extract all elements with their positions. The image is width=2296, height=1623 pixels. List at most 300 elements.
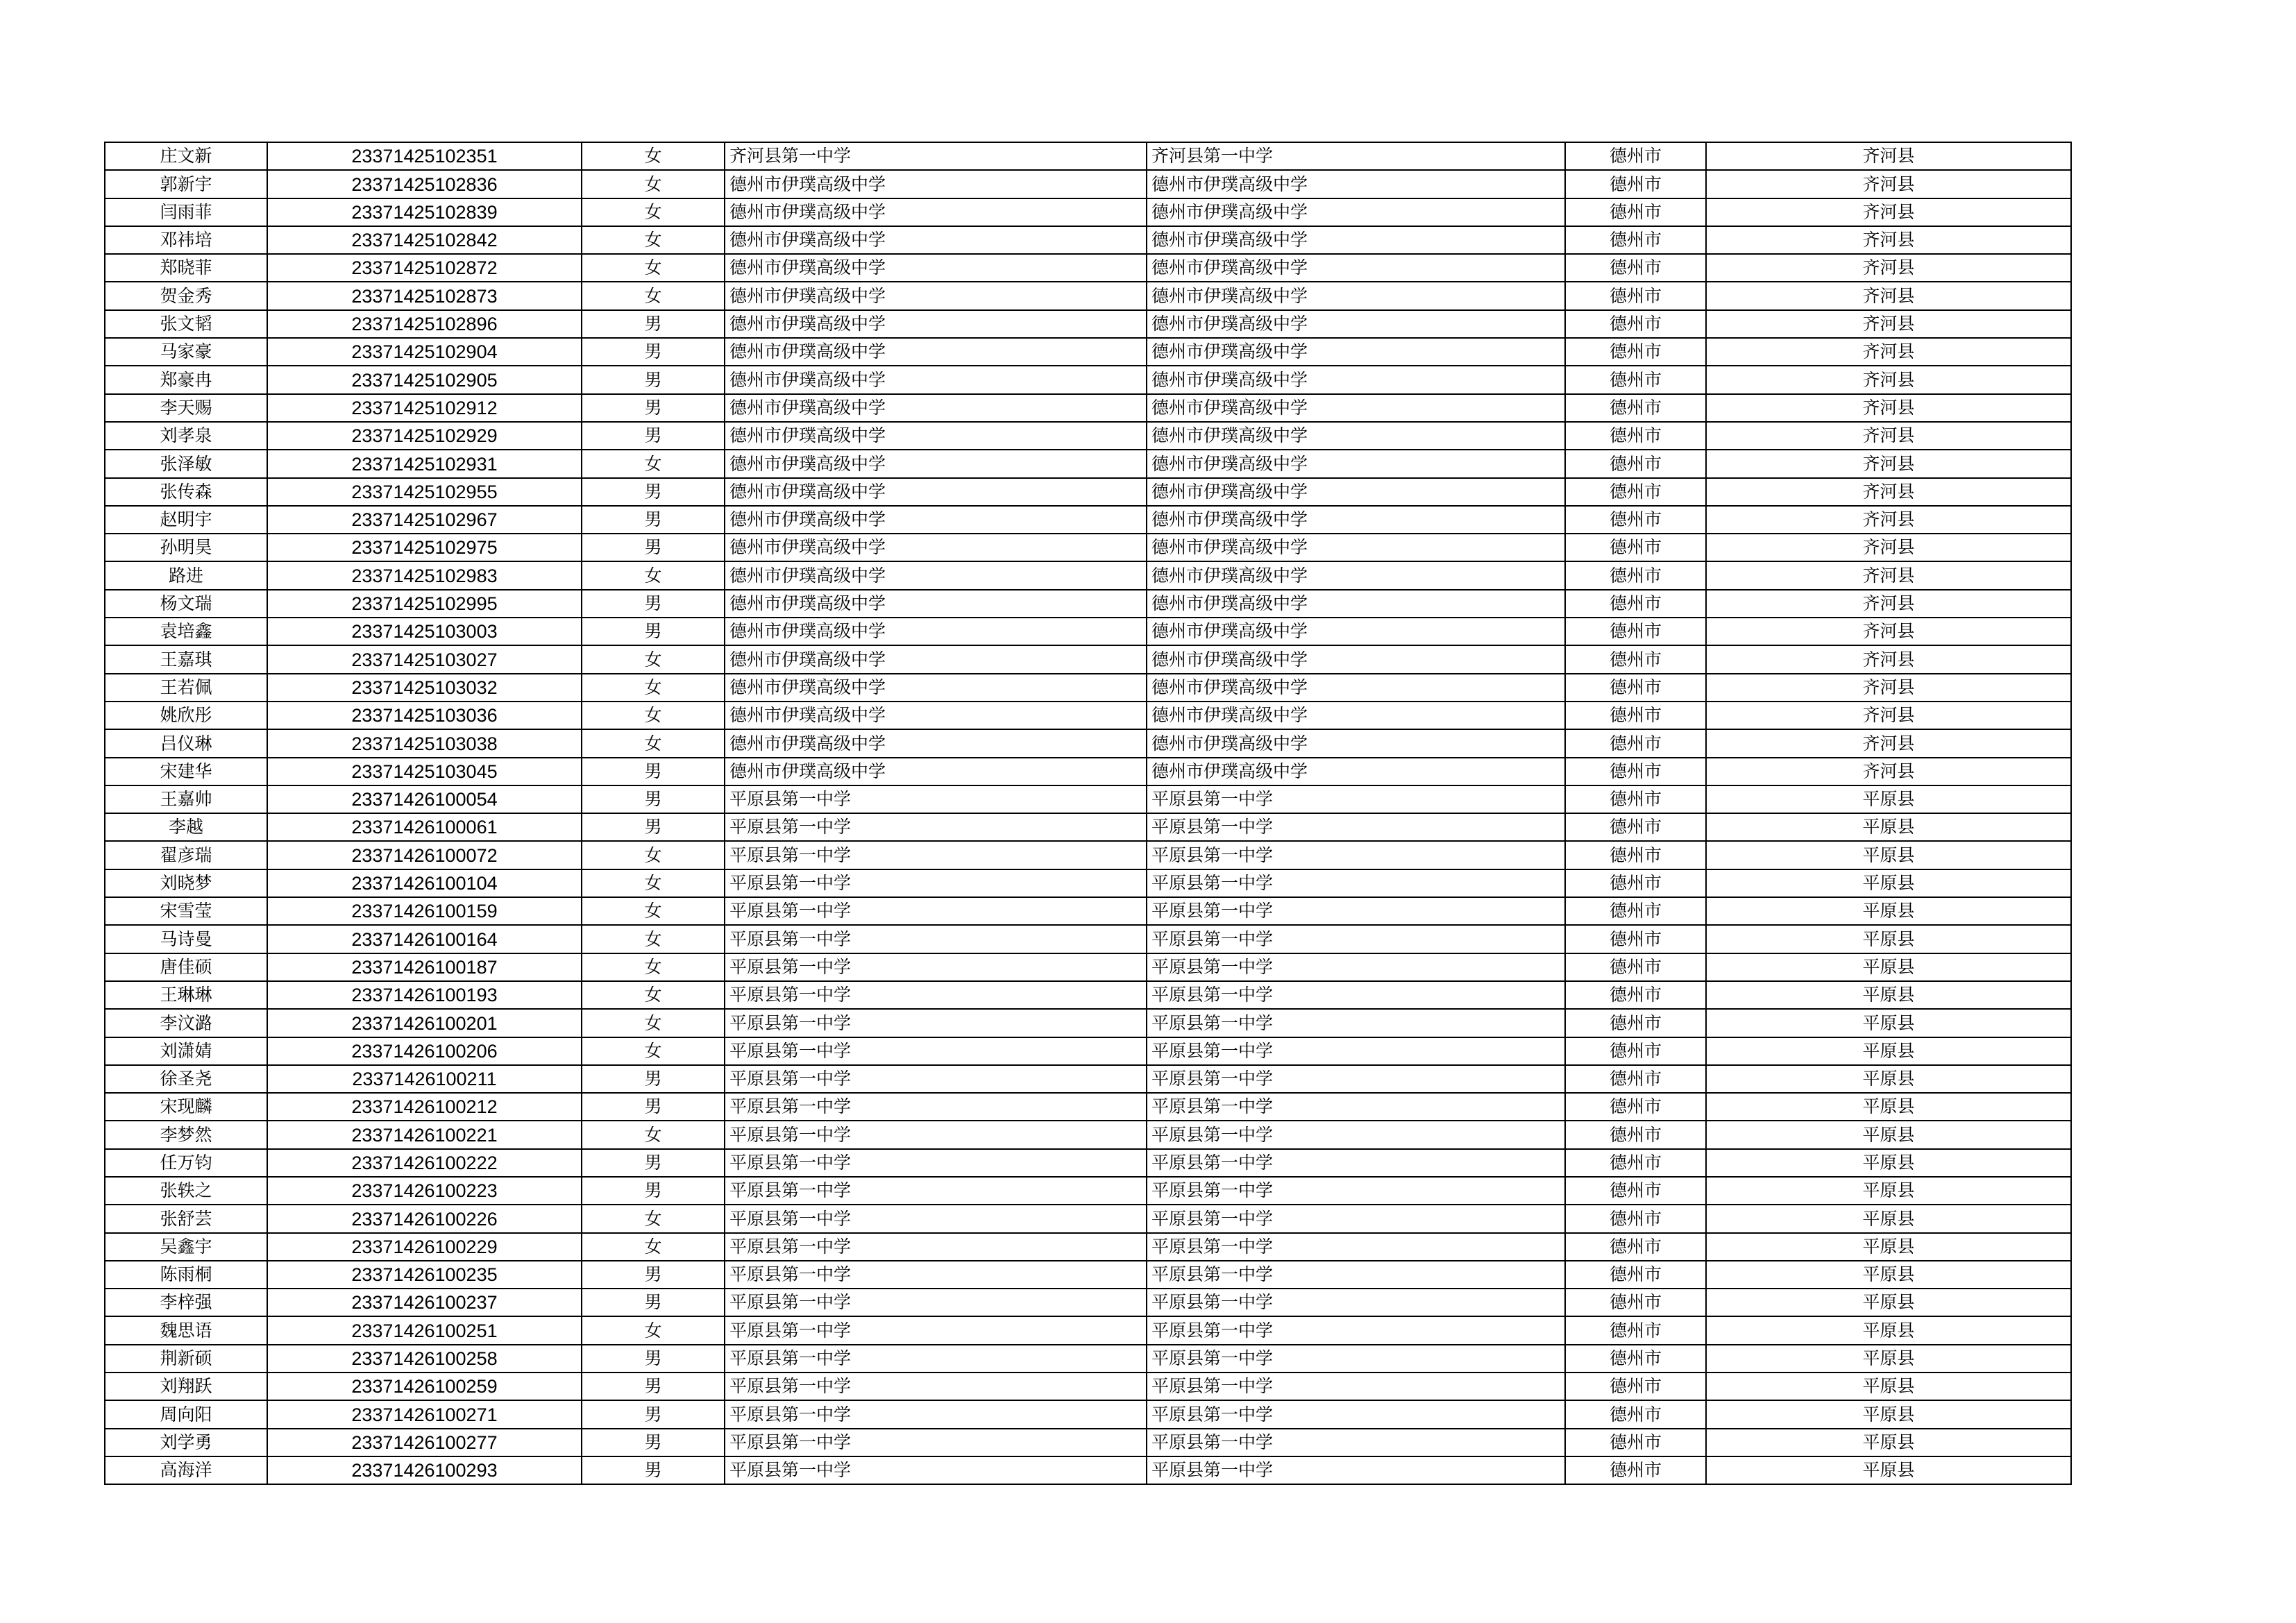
city-cell: 德州市 xyxy=(1565,981,1706,1009)
county-cell: 平原县 xyxy=(1706,1316,2071,1344)
school-cell: 平原县第一中学 xyxy=(725,869,1147,897)
table-row xyxy=(105,925,2071,953)
school-cell: 平原县第一中学 xyxy=(725,953,1147,981)
name-cell: 刘学勇 xyxy=(105,1429,267,1456)
city-cell: 德州市 xyxy=(1565,1316,1706,1344)
exam-number-cell: 23371425102912 xyxy=(267,394,582,422)
enroll-school-cell: 平原县第一中学 xyxy=(1147,953,1565,981)
enroll-school-cell: 德州市伊璞高级中学 xyxy=(1147,422,1565,450)
gender-cell: 女 xyxy=(582,561,725,589)
city-cell: 德州市 xyxy=(1565,254,1706,282)
enroll-school-cell: 德州市伊璞高级中学 xyxy=(1147,729,1565,757)
name-cell: 李越 xyxy=(105,813,267,841)
enroll-school-cell: 平原县第一中学 xyxy=(1147,1037,1565,1065)
exam-number-cell: 23371426100212 xyxy=(267,1093,582,1121)
table-row xyxy=(105,981,2071,1009)
enroll-school-cell: 德州市伊璞高级中学 xyxy=(1147,645,1565,673)
name-cell: 宋现麟 xyxy=(105,1093,267,1121)
name-cell: 邓祎培 xyxy=(105,226,267,254)
county-cell: 平原县 xyxy=(1706,1345,2071,1373)
county-cell: 齐河县 xyxy=(1706,254,2071,282)
school-cell: 平原县第一中学 xyxy=(725,925,1147,953)
table-row xyxy=(105,1429,2071,1456)
city-cell: 德州市 xyxy=(1565,953,1706,981)
school-cell: 平原县第一中学 xyxy=(725,1065,1147,1093)
exam-number-cell: 23371426100251 xyxy=(267,1316,582,1344)
enroll-school-cell: 德州市伊璞高级中学 xyxy=(1147,198,1565,226)
city-cell: 德州市 xyxy=(1565,170,1706,198)
enroll-school-cell: 德州市伊璞高级中学 xyxy=(1147,758,1565,785)
county-cell: 平原县 xyxy=(1706,1261,2071,1289)
school-cell: 平原县第一中学 xyxy=(725,785,1147,813)
county-cell: 齐河县 xyxy=(1706,366,2071,393)
school-cell: 德州市伊璞高级中学 xyxy=(725,561,1147,589)
name-cell: 张泽敏 xyxy=(105,450,267,477)
school-cell: 平原县第一中学 xyxy=(725,813,1147,841)
table-row xyxy=(105,1093,2071,1121)
exam-number-cell: 23371425103038 xyxy=(267,729,582,757)
county-cell: 平原县 xyxy=(1706,1065,2071,1093)
gender-cell: 女 xyxy=(582,170,725,198)
name-cell: 刘潇婧 xyxy=(105,1037,267,1065)
exam-number-cell: 23371426100229 xyxy=(267,1233,582,1261)
enroll-school-cell: 平原县第一中学 xyxy=(1147,1316,1565,1344)
name-cell: 李梦然 xyxy=(105,1121,267,1148)
city-cell: 德州市 xyxy=(1565,394,1706,422)
name-cell: 杨文瑞 xyxy=(105,590,267,618)
gender-cell: 女 xyxy=(582,981,725,1009)
table-row xyxy=(105,1009,2071,1037)
table-row xyxy=(105,310,2071,338)
county-cell: 齐河县 xyxy=(1706,142,2071,170)
name-cell: 马家豪 xyxy=(105,338,267,366)
gender-cell: 女 xyxy=(582,925,725,953)
roster-body xyxy=(105,142,2071,1484)
school-cell: 平原县第一中学 xyxy=(725,1149,1147,1177)
city-cell: 德州市 xyxy=(1565,645,1706,673)
gender-cell: 女 xyxy=(582,142,725,170)
city-cell: 德州市 xyxy=(1565,450,1706,477)
enroll-school-cell: 德州市伊璞高级中学 xyxy=(1147,702,1565,729)
enroll-school-cell: 平原县第一中学 xyxy=(1147,1205,1565,1232)
table-row xyxy=(105,813,2071,841)
enroll-school-cell: 平原县第一中学 xyxy=(1147,1373,1565,1400)
county-cell: 平原县 xyxy=(1706,1429,2071,1456)
enroll-school-cell: 平原县第一中学 xyxy=(1147,981,1565,1009)
name-cell: 郑豪冉 xyxy=(105,366,267,393)
city-cell: 德州市 xyxy=(1565,1400,1706,1428)
table-row xyxy=(105,1345,2071,1373)
school-cell: 平原县第一中学 xyxy=(725,1205,1147,1232)
exam-number-cell: 23371425102842 xyxy=(267,226,582,254)
city-cell: 德州市 xyxy=(1565,1456,1706,1484)
gender-cell: 女 xyxy=(582,1316,725,1344)
enroll-school-cell: 德州市伊璞高级中学 xyxy=(1147,561,1565,589)
county-cell: 平原县 xyxy=(1706,869,2071,897)
table-row xyxy=(105,1037,2071,1065)
county-cell: 平原县 xyxy=(1706,1093,2071,1121)
gender-cell: 男 xyxy=(582,1289,725,1316)
name-cell: 唐佳硕 xyxy=(105,953,267,981)
exam-number-cell: 23371425102872 xyxy=(267,254,582,282)
gender-cell: 男 xyxy=(582,506,725,534)
county-cell: 齐河县 xyxy=(1706,478,2071,506)
county-cell: 齐河县 xyxy=(1706,618,2071,645)
enroll-school-cell: 平原县第一中学 xyxy=(1147,1233,1565,1261)
table-row xyxy=(105,785,2071,813)
city-cell: 德州市 xyxy=(1565,422,1706,450)
table-row xyxy=(105,590,2071,618)
exam-number-cell: 23371426100211 xyxy=(267,1065,582,1093)
school-cell: 平原县第一中学 xyxy=(725,1093,1147,1121)
enroll-school-cell: 平原县第一中学 xyxy=(1147,1121,1565,1148)
table-row xyxy=(105,1121,2071,1148)
city-cell: 德州市 xyxy=(1565,674,1706,702)
gender-cell: 女 xyxy=(582,254,725,282)
school-cell: 平原县第一中学 xyxy=(725,1316,1147,1344)
county-cell: 齐河县 xyxy=(1706,198,2071,226)
name-cell: 郑晓菲 xyxy=(105,254,267,282)
gender-cell: 男 xyxy=(582,1177,725,1205)
county-cell: 齐河县 xyxy=(1706,226,2071,254)
gender-cell: 女 xyxy=(582,226,725,254)
exam-number-cell: 23371425102929 xyxy=(267,422,582,450)
name-cell: 徐圣尧 xyxy=(105,1065,267,1093)
city-cell: 德州市 xyxy=(1565,1149,1706,1177)
school-cell: 平原县第一中学 xyxy=(725,1121,1147,1148)
city-cell: 德州市 xyxy=(1565,561,1706,589)
gender-cell: 女 xyxy=(582,841,725,869)
school-cell: 德州市伊璞高级中学 xyxy=(725,254,1147,282)
county-cell: 平原县 xyxy=(1706,953,2071,981)
table-row xyxy=(105,618,2071,645)
city-cell: 德州市 xyxy=(1565,897,1706,925)
exam-number-cell: 23371425103027 xyxy=(267,645,582,673)
school-cell: 平原县第一中学 xyxy=(725,1233,1147,1261)
gender-cell: 男 xyxy=(582,1456,725,1484)
city-cell: 德州市 xyxy=(1565,310,1706,338)
city-cell: 德州市 xyxy=(1565,590,1706,618)
exam-number-cell: 23371425102896 xyxy=(267,310,582,338)
name-cell: 郭新宇 xyxy=(105,170,267,198)
school-cell: 平原县第一中学 xyxy=(725,1037,1147,1065)
school-cell: 德州市伊璞高级中学 xyxy=(725,674,1147,702)
name-cell: 刘孝泉 xyxy=(105,422,267,450)
enroll-school-cell: 平原县第一中学 xyxy=(1147,1345,1565,1373)
table-row xyxy=(105,1316,2071,1344)
exam-number-cell: 23371426100293 xyxy=(267,1456,582,1484)
county-cell: 平原县 xyxy=(1706,1373,2071,1400)
enroll-school-cell: 平原县第一中学 xyxy=(1147,1093,1565,1121)
name-cell: 张轶之 xyxy=(105,1177,267,1205)
exam-number-cell: 23371425102995 xyxy=(267,590,582,618)
county-cell: 平原县 xyxy=(1706,1289,2071,1316)
city-cell: 德州市 xyxy=(1565,1233,1706,1261)
enroll-school-cell: 平原县第一中学 xyxy=(1147,897,1565,925)
exam-number-cell: 23371425102975 xyxy=(267,534,582,561)
enroll-school-cell: 齐河县第一中学 xyxy=(1147,142,1565,170)
school-cell: 平原县第一中学 xyxy=(725,1009,1147,1037)
county-cell: 齐河县 xyxy=(1706,506,2071,534)
gender-cell: 女 xyxy=(582,198,725,226)
name-cell: 吴鑫宇 xyxy=(105,1233,267,1261)
school-cell: 德州市伊璞高级中学 xyxy=(725,198,1147,226)
enroll-school-cell: 德州市伊璞高级中学 xyxy=(1147,618,1565,645)
table-row xyxy=(105,1205,2071,1232)
school-cell: 平原县第一中学 xyxy=(725,1289,1147,1316)
city-cell: 德州市 xyxy=(1565,841,1706,869)
county-cell: 齐河县 xyxy=(1706,170,2071,198)
gender-cell: 女 xyxy=(582,729,725,757)
name-cell: 宋雪莹 xyxy=(105,897,267,925)
county-cell: 平原县 xyxy=(1706,1456,2071,1484)
table-row xyxy=(105,1373,2071,1400)
school-cell: 平原县第一中学 xyxy=(725,1429,1147,1456)
school-cell: 德州市伊璞高级中学 xyxy=(725,226,1147,254)
name-cell: 周向阳 xyxy=(105,1400,267,1428)
table-row xyxy=(105,198,2071,226)
gender-cell: 女 xyxy=(582,1009,725,1037)
exam-number-cell: 23371426100258 xyxy=(267,1345,582,1373)
county-cell: 齐河县 xyxy=(1706,702,2071,729)
school-cell: 德州市伊璞高级中学 xyxy=(725,450,1147,477)
county-cell: 齐河县 xyxy=(1706,758,2071,785)
city-cell: 德州市 xyxy=(1565,758,1706,785)
name-cell: 李梓强 xyxy=(105,1289,267,1316)
enroll-school-cell: 德州市伊璞高级中学 xyxy=(1147,506,1565,534)
gender-cell: 女 xyxy=(582,869,725,897)
gender-cell: 男 xyxy=(582,618,725,645)
city-cell: 德州市 xyxy=(1565,1093,1706,1121)
school-cell: 德州市伊璞高级中学 xyxy=(725,702,1147,729)
table-row xyxy=(105,729,2071,757)
county-cell: 平原县 xyxy=(1706,981,2071,1009)
city-cell: 德州市 xyxy=(1565,478,1706,506)
enroll-school-cell: 平原县第一中学 xyxy=(1147,1149,1565,1177)
table-row xyxy=(105,869,2071,897)
name-cell: 高海洋 xyxy=(105,1456,267,1484)
city-cell: 德州市 xyxy=(1565,1037,1706,1065)
name-cell: 闫雨菲 xyxy=(105,198,267,226)
table-row xyxy=(105,450,2071,477)
county-cell: 平原县 xyxy=(1706,1177,2071,1205)
enroll-school-cell: 德州市伊璞高级中学 xyxy=(1147,226,1565,254)
gender-cell: 女 xyxy=(582,645,725,673)
city-cell: 德州市 xyxy=(1565,1289,1706,1316)
name-cell: 李天赐 xyxy=(105,394,267,422)
city-cell: 德州市 xyxy=(1565,1345,1706,1373)
exam-number-cell: 23371425103003 xyxy=(267,618,582,645)
school-cell: 德州市伊璞高级中学 xyxy=(725,645,1147,673)
school-cell: 平原县第一中学 xyxy=(725,897,1147,925)
enroll-school-cell: 平原县第一中学 xyxy=(1147,1400,1565,1428)
table-row xyxy=(105,561,2071,589)
gender-cell: 男 xyxy=(582,478,725,506)
gender-cell: 男 xyxy=(582,1093,725,1121)
city-cell: 德州市 xyxy=(1565,198,1706,226)
school-cell: 齐河县第一中学 xyxy=(725,142,1147,170)
county-cell: 平原县 xyxy=(1706,1149,2071,1177)
enroll-school-cell: 平原县第一中学 xyxy=(1147,1009,1565,1037)
county-cell: 齐河县 xyxy=(1706,422,2071,450)
school-cell: 平原县第一中学 xyxy=(725,841,1147,869)
city-cell: 德州市 xyxy=(1565,142,1706,170)
county-cell: 齐河县 xyxy=(1706,561,2071,589)
gender-cell: 女 xyxy=(582,1205,725,1232)
gender-cell: 男 xyxy=(582,366,725,393)
gender-cell: 男 xyxy=(582,1373,725,1400)
gender-cell: 男 xyxy=(582,1065,725,1093)
table-row xyxy=(105,1149,2071,1177)
table-row xyxy=(105,282,2071,309)
county-cell: 齐河县 xyxy=(1706,394,2071,422)
name-cell: 张传森 xyxy=(105,478,267,506)
table-row xyxy=(105,170,2071,198)
table-row xyxy=(105,841,2071,869)
gender-cell: 女 xyxy=(582,450,725,477)
school-cell: 平原县第一中学 xyxy=(725,1400,1147,1428)
exam-number-cell: 23371426100222 xyxy=(267,1149,582,1177)
name-cell: 袁培鑫 xyxy=(105,618,267,645)
exam-number-cell: 23371426100061 xyxy=(267,813,582,841)
name-cell: 任万钧 xyxy=(105,1149,267,1177)
table-row xyxy=(105,702,2071,729)
city-cell: 德州市 xyxy=(1565,1065,1706,1093)
name-cell: 赵明宇 xyxy=(105,506,267,534)
name-cell: 李汶潞 xyxy=(105,1009,267,1037)
gender-cell: 男 xyxy=(582,813,725,841)
city-cell: 德州市 xyxy=(1565,282,1706,309)
enroll-school-cell: 德州市伊璞高级中学 xyxy=(1147,534,1565,561)
name-cell: 宋建华 xyxy=(105,758,267,785)
city-cell: 德州市 xyxy=(1565,1373,1706,1400)
exam-number-cell: 23371425103036 xyxy=(267,702,582,729)
county-cell: 齐河县 xyxy=(1706,645,2071,673)
city-cell: 德州市 xyxy=(1565,338,1706,366)
gender-cell: 男 xyxy=(582,534,725,561)
school-cell: 平原县第一中学 xyxy=(725,1373,1147,1400)
name-cell: 张舒芸 xyxy=(105,1205,267,1232)
exam-number-cell: 23371425102351 xyxy=(267,142,582,170)
name-cell: 张文韬 xyxy=(105,310,267,338)
table-row xyxy=(105,1289,2071,1316)
city-cell: 德州市 xyxy=(1565,534,1706,561)
gender-cell: 男 xyxy=(582,1400,725,1428)
exam-number-cell: 23371426100259 xyxy=(267,1373,582,1400)
school-cell: 平原县第一中学 xyxy=(725,1456,1147,1484)
name-cell: 孙明昊 xyxy=(105,534,267,561)
table-row xyxy=(105,226,2071,254)
enroll-school-cell: 德州市伊璞高级中学 xyxy=(1147,310,1565,338)
enroll-school-cell: 平原县第一中学 xyxy=(1147,813,1565,841)
gender-cell: 男 xyxy=(582,1429,725,1456)
exam-number-cell: 23371425102967 xyxy=(267,506,582,534)
county-cell: 平原县 xyxy=(1706,1037,2071,1065)
enroll-school-cell: 平原县第一中学 xyxy=(1147,1456,1565,1484)
county-cell: 齐河县 xyxy=(1706,674,2071,702)
enroll-school-cell: 德州市伊璞高级中学 xyxy=(1147,394,1565,422)
name-cell: 荆新硕 xyxy=(105,1345,267,1373)
name-cell: 王嘉琪 xyxy=(105,645,267,673)
city-cell: 德州市 xyxy=(1565,1429,1706,1456)
name-cell: 刘翔跃 xyxy=(105,1373,267,1400)
enroll-school-cell: 平原县第一中学 xyxy=(1147,785,1565,813)
county-cell: 平原县 xyxy=(1706,1205,2071,1232)
table-row xyxy=(105,534,2071,561)
table-row xyxy=(105,478,2071,506)
name-cell: 刘晓梦 xyxy=(105,869,267,897)
gender-cell: 男 xyxy=(582,1261,725,1289)
gender-cell: 男 xyxy=(582,310,725,338)
enroll-school-cell: 平原县第一中学 xyxy=(1147,1065,1565,1093)
exam-number-cell: 23371426100235 xyxy=(267,1261,582,1289)
county-cell: 齐河县 xyxy=(1706,534,2071,561)
name-cell: 庄文新 xyxy=(105,142,267,170)
school-cell: 德州市伊璞高级中学 xyxy=(725,282,1147,309)
city-cell: 德州市 xyxy=(1565,1177,1706,1205)
exam-number-cell: 23371426100054 xyxy=(267,785,582,813)
city-cell: 德州市 xyxy=(1565,729,1706,757)
name-cell: 魏思语 xyxy=(105,1316,267,1344)
name-cell: 吕仪琳 xyxy=(105,729,267,757)
exam-number-cell: 23371425102904 xyxy=(267,338,582,366)
gender-cell: 男 xyxy=(582,1149,725,1177)
table-row xyxy=(105,645,2071,673)
exam-number-cell: 23371425102839 xyxy=(267,198,582,226)
gender-cell: 男 xyxy=(582,785,725,813)
table-row xyxy=(105,674,2071,702)
table-row xyxy=(105,394,2071,422)
table-row xyxy=(105,254,2071,282)
gender-cell: 女 xyxy=(582,1037,725,1065)
name-cell: 王琳琳 xyxy=(105,981,267,1009)
table-row xyxy=(105,1400,2071,1428)
table-row xyxy=(105,953,2071,981)
city-cell: 德州市 xyxy=(1565,813,1706,841)
county-cell: 平原县 xyxy=(1706,813,2071,841)
enroll-school-cell: 平原县第一中学 xyxy=(1147,841,1565,869)
exam-number-cell: 23371425102983 xyxy=(267,561,582,589)
exam-number-cell: 23371425103045 xyxy=(267,758,582,785)
enroll-school-cell: 德州市伊璞高级中学 xyxy=(1147,366,1565,393)
enroll-school-cell: 平原县第一中学 xyxy=(1147,1261,1565,1289)
name-cell: 王嘉帅 xyxy=(105,785,267,813)
exam-number-cell: 23371426100206 xyxy=(267,1037,582,1065)
exam-number-cell: 23371426100223 xyxy=(267,1177,582,1205)
enroll-school-cell: 德州市伊璞高级中学 xyxy=(1147,674,1565,702)
name-cell: 路进 xyxy=(105,561,267,589)
school-cell: 德州市伊璞高级中学 xyxy=(725,310,1147,338)
table-row xyxy=(105,422,2071,450)
exam-number-cell: 23371425103032 xyxy=(267,674,582,702)
name-cell: 陈雨桐 xyxy=(105,1261,267,1289)
county-cell: 齐河县 xyxy=(1706,729,2071,757)
exam-number-cell: 23371426100164 xyxy=(267,925,582,953)
enroll-school-cell: 德州市伊璞高级中学 xyxy=(1147,282,1565,309)
table-row xyxy=(105,338,2071,366)
county-cell: 平原县 xyxy=(1706,1233,2071,1261)
school-cell: 德州市伊璞高级中学 xyxy=(725,394,1147,422)
school-cell: 德州市伊璞高级中学 xyxy=(725,366,1147,393)
enroll-school-cell: 德州市伊璞高级中学 xyxy=(1147,254,1565,282)
enroll-school-cell: 平原县第一中学 xyxy=(1147,869,1565,897)
roster-table xyxy=(104,142,2072,1485)
school-cell: 平原县第一中学 xyxy=(725,1177,1147,1205)
enroll-school-cell: 平原县第一中学 xyxy=(1147,1177,1565,1205)
enroll-school-cell: 平原县第一中学 xyxy=(1147,1429,1565,1456)
gender-cell: 男 xyxy=(582,394,725,422)
gender-cell: 男 xyxy=(582,422,725,450)
